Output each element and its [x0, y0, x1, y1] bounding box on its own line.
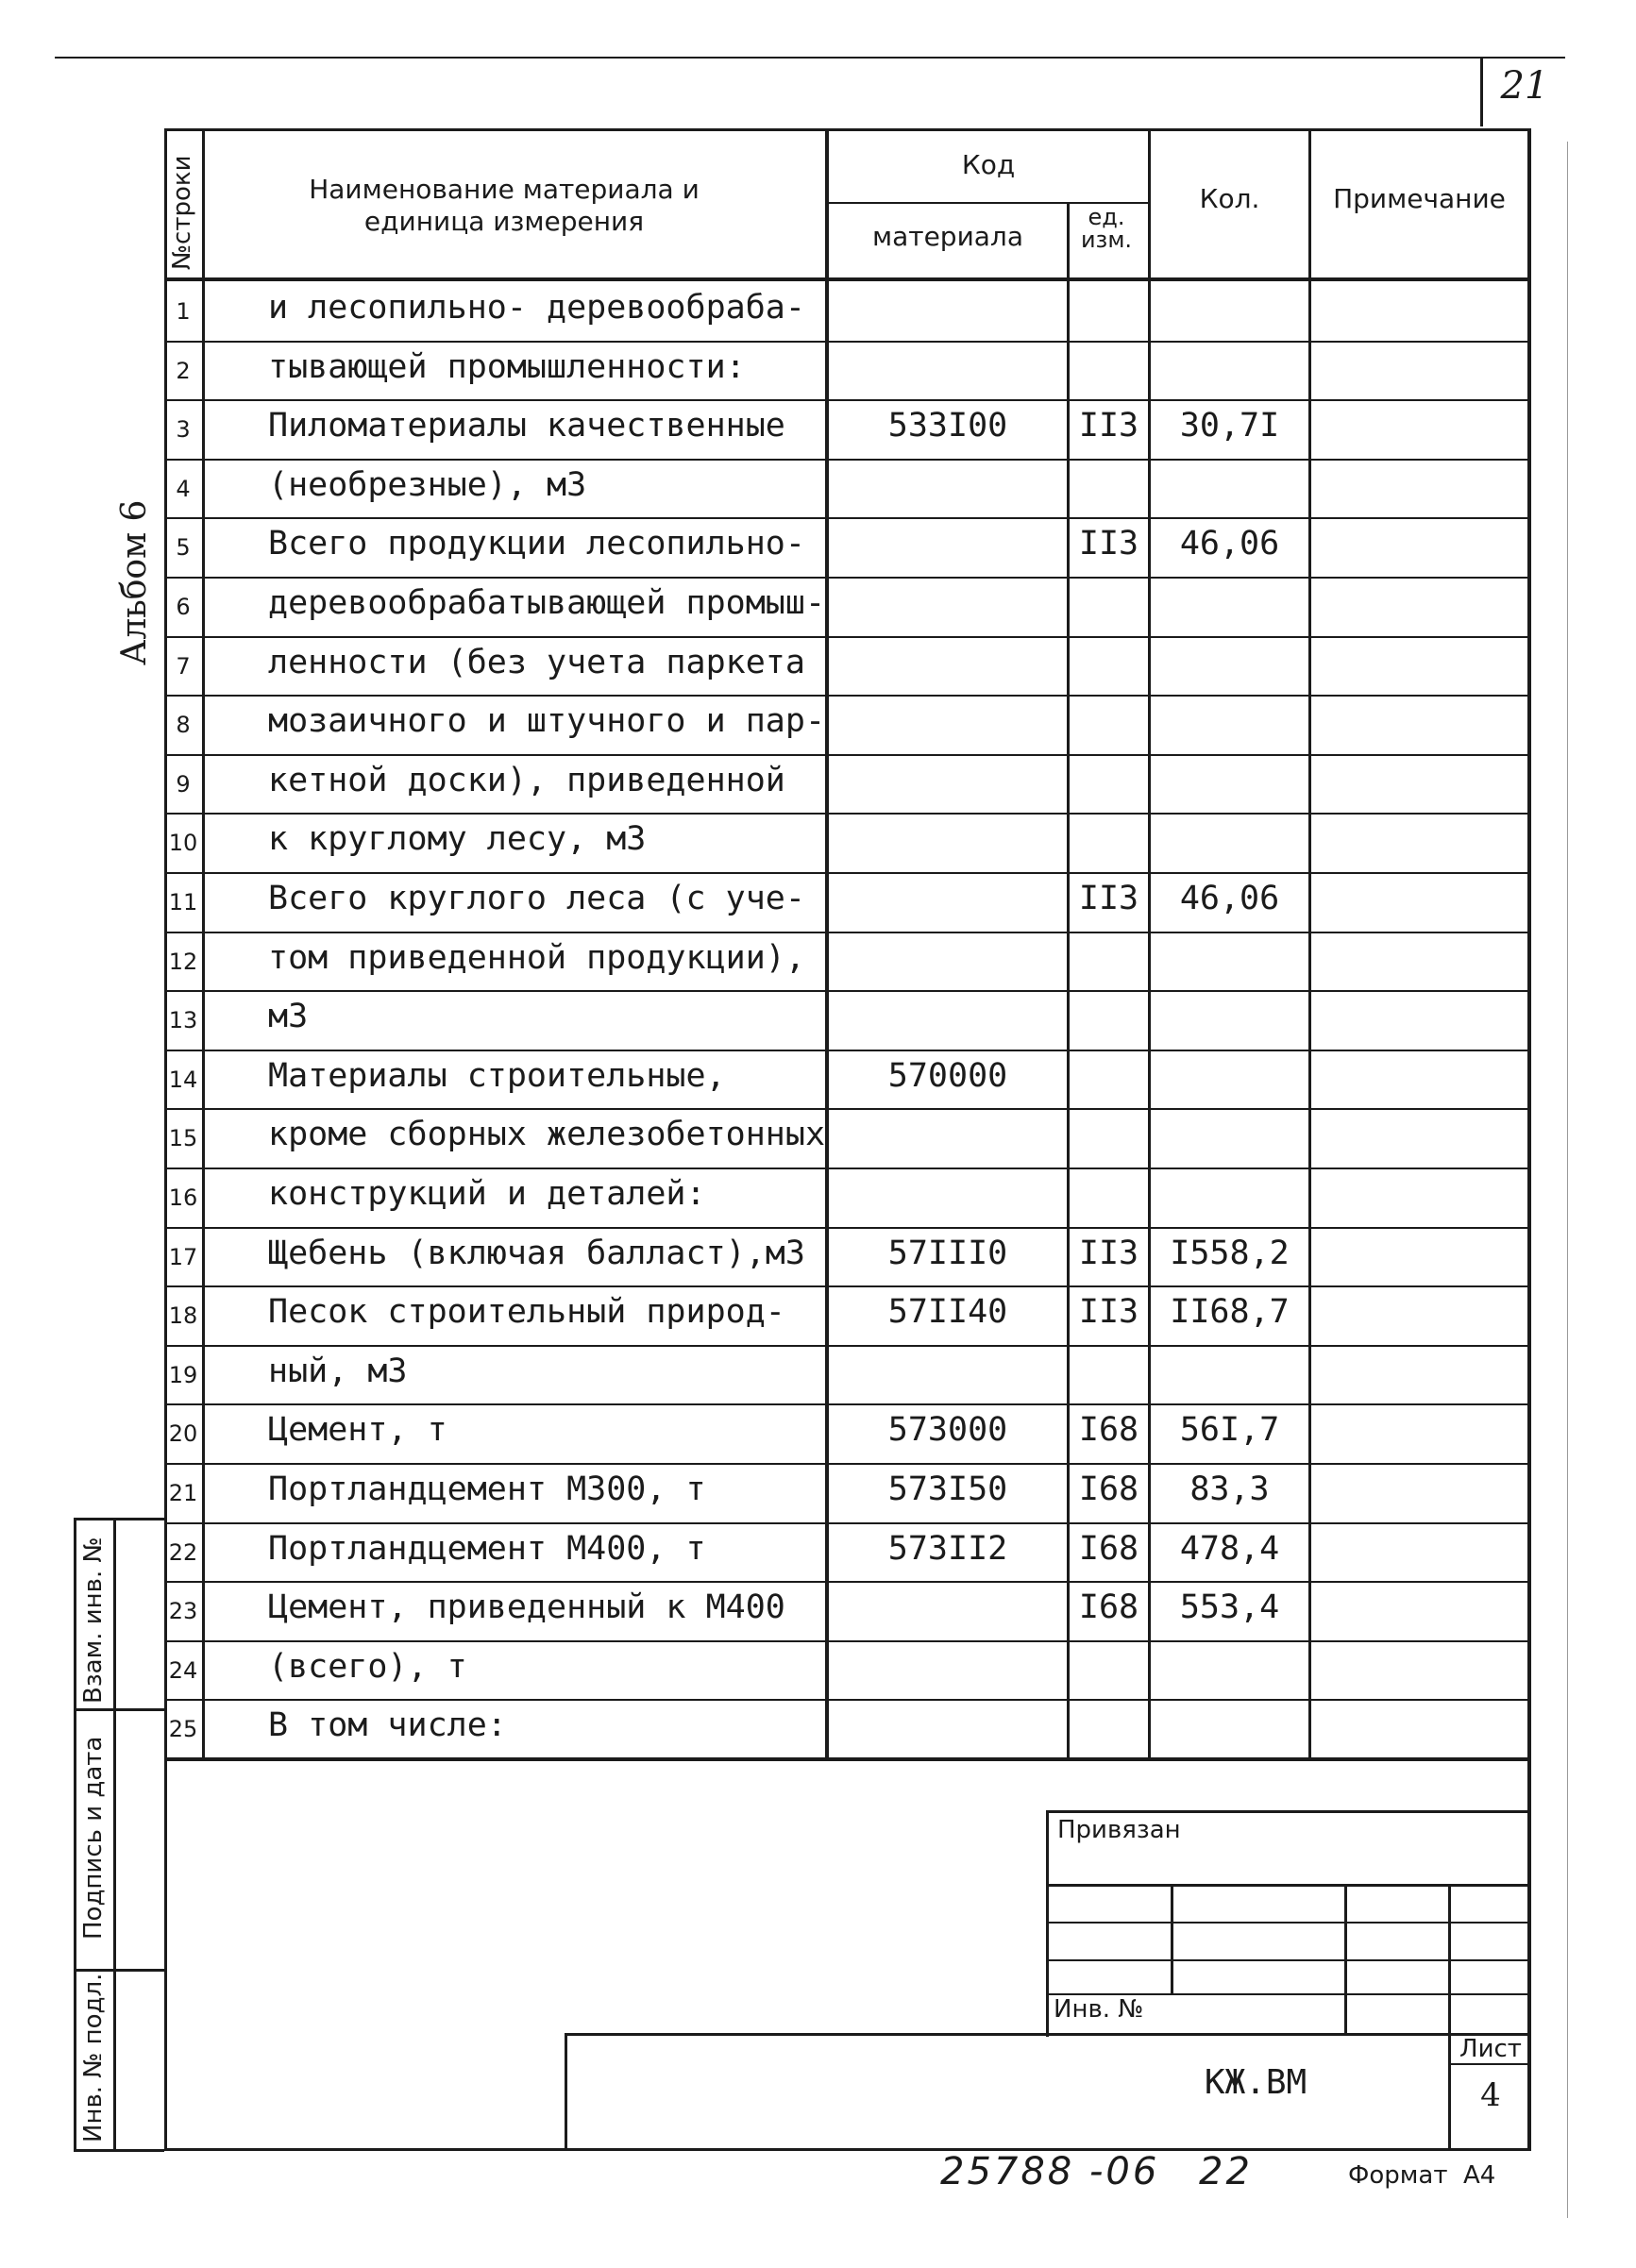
materials-table [164, 128, 1531, 1761]
right-margin-line [1567, 142, 1568, 2218]
footer-format: Формат А4 [1348, 2161, 1496, 2190]
row-unit-code: I68 [1078, 1588, 1139, 1627]
row-number: 4 [176, 475, 191, 502]
row-unit-code: II3 [1078, 525, 1139, 563]
row-separator [164, 517, 1531, 519]
row-material-name: ленности (без учета паркета [268, 643, 805, 681]
row-number: 9 [176, 770, 191, 798]
row-material-name: Цемент, т [268, 1411, 447, 1450]
row-unit-code: II3 [1078, 407, 1139, 445]
row-unit-code: I68 [1078, 1411, 1139, 1450]
stamp-podpis-data: Подпись и дата [79, 1736, 108, 1940]
row-separator [164, 399, 1531, 401]
row-quantity: 83,3 [1189, 1470, 1270, 1508]
row-separator [164, 1581, 1531, 1583]
row-material-name: к круглому лесу, м3 [268, 820, 647, 859]
stamp-top [74, 1518, 164, 1520]
col-divider-unit [1148, 128, 1151, 1761]
row-material-name: и лесопильно- деревообраба- [268, 289, 805, 327]
footer-page: 22 [1199, 2150, 1253, 2193]
row-separator [164, 341, 1531, 343]
frame-bottom-line [164, 2148, 1531, 2151]
row-quantity: I558,2 [1170, 1234, 1290, 1272]
designation-left-line [565, 2033, 567, 2151]
col-divider-qty [1308, 128, 1311, 1761]
row-number: 14 [168, 1066, 198, 1093]
row-number: 18 [168, 1302, 198, 1330]
row-separator [164, 1699, 1531, 1701]
sheet-left-line [1448, 2033, 1451, 2151]
row-material-name: мозаичного и штучного и пар- [268, 702, 826, 741]
row-unit-code: II3 [1078, 880, 1139, 917]
top-border-line [55, 57, 1565, 59]
row-material-name: конструкций и деталей: [268, 1175, 706, 1213]
titleblock-inv-no: Инв. № [1054, 1995, 1144, 2024]
row-material-name: Щебень (включая балласт),м3 [268, 1234, 805, 1272]
stamp-bottom [74, 2149, 164, 2152]
row-separator [164, 1640, 1531, 1642]
row-material-name: деревообрабатывающей промыш- [268, 584, 826, 622]
row-material-name: ный, м3 [268, 1352, 408, 1390]
row-separator [164, 932, 1531, 933]
row-number: 5 [176, 534, 191, 562]
stamp-outer-left [74, 1518, 76, 2152]
row-material-code: 573I50 [887, 1470, 1008, 1508]
page-number-box-left [1480, 57, 1483, 126]
stamp-sep-2 [74, 1969, 164, 1972]
titleblock-designation: КЖ.ВМ [1204, 2063, 1307, 2102]
header-bottom-line [164, 277, 1531, 281]
titleblock-row-2 [1046, 1922, 1531, 1924]
row-number: 23 [168, 1598, 198, 1625]
col-divider-name [825, 128, 829, 1761]
row-unit-code: I68 [1078, 1529, 1139, 1568]
col-divider-rownum [202, 128, 205, 1761]
row-separator [164, 754, 1531, 756]
row-material-code: 573II2 [887, 1529, 1008, 1568]
frame-left-lower [164, 1761, 167, 2151]
row-quantity: 553,4 [1179, 1588, 1280, 1627]
header-quantity: Кол. [1199, 183, 1260, 214]
row-number: 6 [176, 594, 191, 620]
row-separator [164, 1463, 1531, 1465]
row-number: 19 [168, 1361, 198, 1388]
row-material-name: тывающей промышленности: [268, 347, 746, 386]
row-number: 7 [176, 652, 191, 680]
table-top-line [164, 128, 1531, 131]
row-separator [164, 459, 1531, 461]
row-quantity: II68,7 [1170, 1293, 1290, 1332]
row-unit-code: II3 [1078, 1234, 1139, 1272]
row-quantity: 478,4 [1179, 1529, 1280, 1568]
titleblock-col-2 [1344, 1884, 1347, 2035]
row-material-name: м3 [268, 998, 309, 1036]
table-bottom-line [164, 1757, 1531, 1761]
row-material-name: Пиломатериалы качественные [268, 407, 785, 445]
page-number: 21 [1500, 64, 1549, 108]
row-separator [164, 1345, 1531, 1347]
row-separator [164, 1227, 1531, 1229]
titleblock-row-3 [1046, 1959, 1531, 1961]
titleblock-sheet-number: 4 [1480, 2076, 1501, 2114]
row-number: 17 [168, 1243, 198, 1270]
row-number: 13 [168, 1007, 198, 1034]
row-quantity: 30,7I [1179, 407, 1280, 445]
row-material-code: 570000 [887, 1056, 1008, 1095]
row-number: 24 [168, 1656, 198, 1684]
stamp-vzam-inv: Взам. инв. № [79, 1537, 108, 1704]
row-separator [164, 813, 1531, 815]
stamp-sep-1 [74, 1708, 164, 1711]
titleblock-privyazan: Привязан [1057, 1816, 1181, 1844]
titleblock-col-3 [1448, 1884, 1451, 2035]
row-separator [164, 1168, 1531, 1169]
row-number: 8 [176, 712, 191, 739]
header-note: Примечание [1333, 183, 1506, 214]
designation-top-line [565, 2033, 1531, 2036]
row-number: 3 [176, 416, 191, 444]
row-material-code: 57II40 [887, 1293, 1008, 1332]
header-code: Код [961, 149, 1016, 180]
row-material-code: 533I00 [887, 407, 1008, 445]
row-number: 15 [168, 1125, 198, 1152]
footer-doc-number: 25788 -06 [940, 2150, 1160, 2193]
row-separator [164, 872, 1531, 874]
header-material-name: Наименование материала и единица измерения [309, 174, 700, 237]
header-unit-code: ед. изм. [1080, 204, 1133, 253]
row-material-name: Песок строительный природ- [268, 1293, 785, 1332]
row-number: 10 [168, 830, 198, 857]
album-label: Альбом 6 [115, 499, 154, 665]
row-quantity: 46,06 [1179, 525, 1280, 563]
row-material-name: Цемент, приведенный к М400 [268, 1588, 785, 1627]
row-number: 12 [168, 948, 198, 975]
row-material-name: кроме сборных железобетонных [268, 1116, 826, 1154]
row-material-name: (необрезные), м3 [268, 465, 587, 504]
row-number: 25 [168, 1716, 198, 1743]
row-separator [164, 1285, 1531, 1287]
row-separator [164, 636, 1531, 638]
row-number: 22 [168, 1538, 198, 1566]
row-number: 21 [168, 1480, 198, 1506]
row-unit-code: I68 [1078, 1470, 1139, 1508]
row-material-name: В том числе: [268, 1706, 507, 1745]
row-material-code: 57III0 [887, 1234, 1008, 1272]
titleblock-col-1 [1171, 1884, 1173, 1995]
row-material-name: Всего продукции лесопильно- [268, 525, 805, 563]
titleblock-top-line [1046, 1810, 1531, 1813]
stamp-divider-1 [113, 1518, 116, 2152]
titleblock-row-1 [1046, 1884, 1531, 1887]
row-material-name: том приведенной продукции), [268, 938, 805, 977]
row-number: 16 [168, 1184, 198, 1211]
row-quantity: 46,06 [1179, 880, 1280, 917]
row-number: 20 [168, 1420, 198, 1448]
row-separator [164, 1050, 1531, 1051]
row-number: 2 [176, 357, 191, 384]
row-material-name: кетной доски), приведенной [268, 761, 785, 799]
row-material-name: (всего), т [268, 1647, 467, 1686]
titleblock-left-line [1046, 1810, 1049, 2037]
row-material-name: Портландцемент М400, т [268, 1529, 706, 1568]
row-quantity: 56I,7 [1179, 1411, 1280, 1450]
row-material-name: Всего круглого леса (с уче- [268, 880, 805, 917]
row-number: 1 [176, 298, 191, 325]
row-separator [164, 1108, 1531, 1110]
stamp-inv-podl: Инв. № подл. [79, 1973, 108, 2142]
row-separator [164, 695, 1531, 697]
row-separator [164, 990, 1531, 992]
row-separator [164, 577, 1531, 579]
row-material-code: 573000 [887, 1411, 1008, 1450]
row-material-name: Материалы строительные, [268, 1056, 726, 1095]
sheet-label-line [1448, 2063, 1531, 2065]
row-separator [164, 1522, 1531, 1524]
header-row-number: №строки [168, 155, 196, 270]
row-unit-code: II3 [1078, 1293, 1139, 1332]
row-number: 11 [168, 889, 198, 916]
row-material-name: Портландцемент М300, т [268, 1470, 706, 1508]
titleblock-sheet-label: Лист [1459, 2035, 1522, 2063]
header-material-code: материала [871, 221, 1023, 252]
table-right-line [1527, 128, 1531, 1761]
row-separator [164, 1403, 1531, 1405]
